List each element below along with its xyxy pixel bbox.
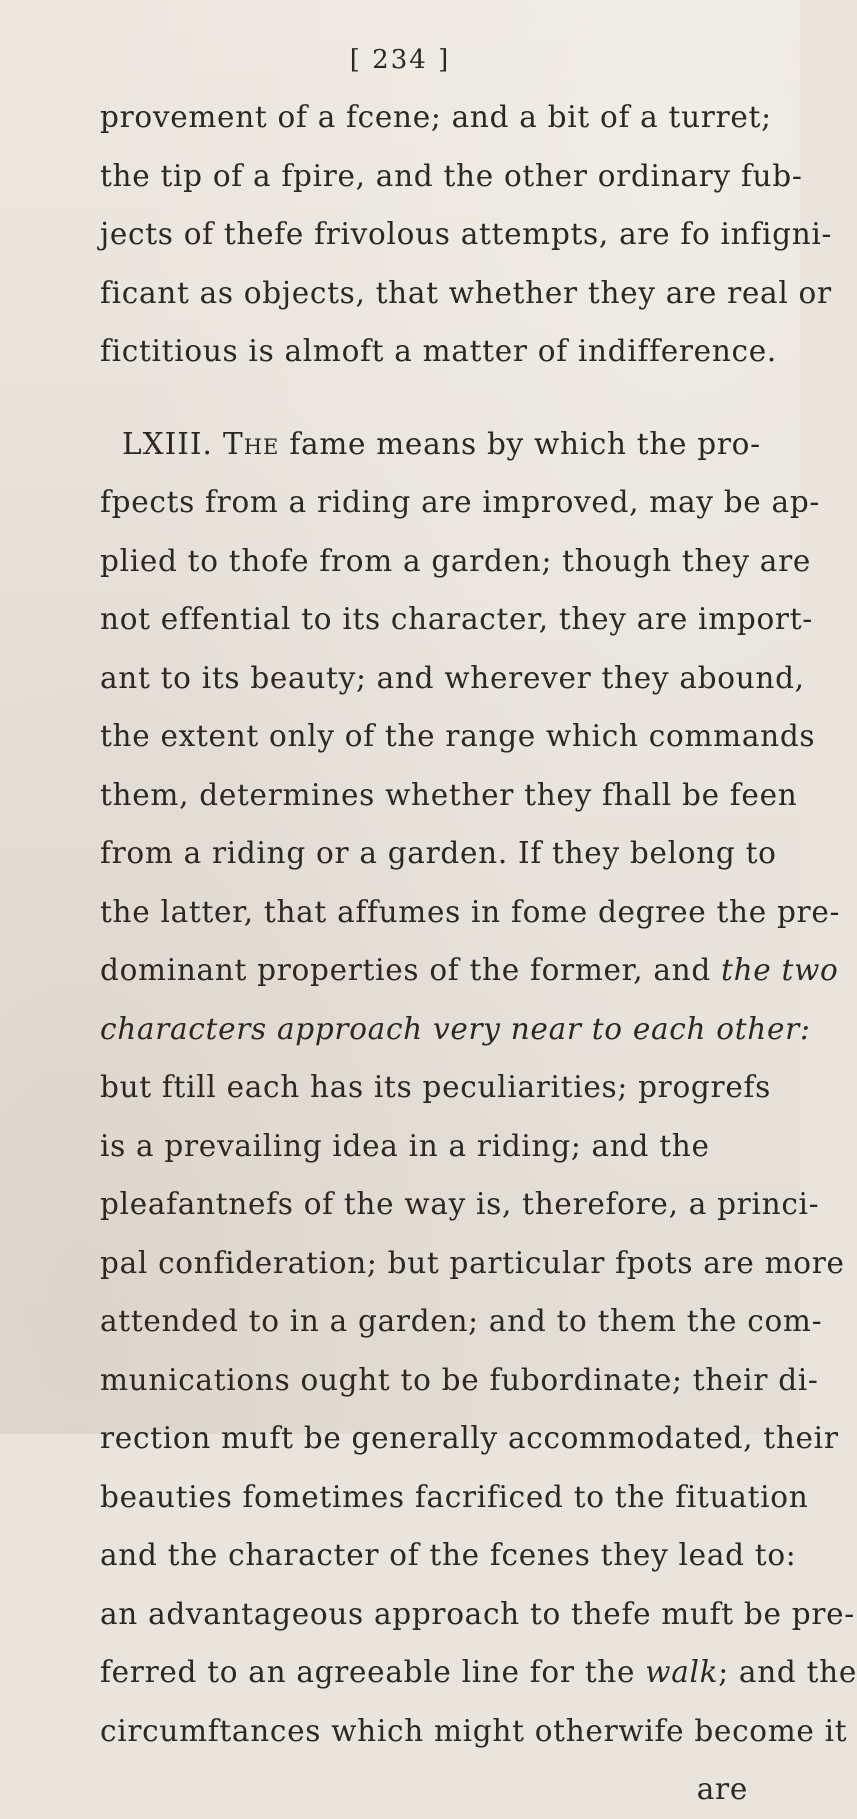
text-line: plied to thofe from a garden; though they are [100,543,812,578]
text-line: them, determines whether they fhall be feen [100,777,798,812]
text-fragment: ferred to an agreeable line for the [100,1655,636,1689]
text-fragment: ; and the [718,1655,857,1689]
text-line: munications ought to be fubordinate; their di- [100,1362,819,1397]
body-text [100,88,857,1819]
text-line: is a prevailing idea in a riding; and the [100,1128,710,1163]
italic-fragment: the two [721,953,839,987]
text-line: attended to in a garden; and to them the com- [100,1304,823,1338]
text-fragment: dominant properties of the former, and [100,953,711,987]
catchword: are [696,1772,748,1806]
text-line: ficant as objects, that whether they are real or [100,275,832,310]
text-line: pal confideration; but particular fpots are more [100,1245,845,1280]
text-line: circumftances which might otherwife become it [100,1713,848,1748]
text-line: the tip of a fpire, and the other ordinary fub- [100,158,803,193]
text-line: but ftill each has its peculiarities; progrefs [100,1070,771,1104]
text-line-with-italic [100,941,839,1000]
page-number-header: [ 234 ] [349,45,451,75]
section-opening-word: The [223,426,280,461]
section-number: LXIII. [122,426,213,461]
text-line: the extent only of the range which commands [100,719,816,753]
text-line: jects of thefe frivolous attempts, are fo infigni- [100,217,833,251]
italic-line: characters approach very near to each other: [100,1011,811,1046]
text-line: ant to its beauty; and wherever they abound, [100,660,805,695]
text-line-with-italic [100,1643,857,1702]
text-line: the latter, that affumes in fome degree the pre- [100,894,841,929]
italic-fragment: walk [645,1655,719,1689]
text-line: rection muft be generally accommodated, their [100,1421,839,1455]
text-line: fictitious is almoft a matter of indifference. [100,334,777,368]
text-line: beauties fometimes facrificed to the fituation [100,1479,809,1514]
text-line: pleafantnefs of the way is, therefore, a princi- [100,1187,820,1221]
section-first-line-text: fame means by which the pro- [289,426,761,461]
section-start-line [100,415,790,474]
text-line: an advantageous approach to thefe muft be pre- [100,1596,855,1631]
text-line: provement of a fcene; and a bit of a turret; [100,100,772,134]
text-line: fpects from a riding are improved, may be ap- [100,485,821,519]
text-line: from a riding or a garden. If they belong to [100,836,777,870]
text-line: and the character of the fcenes they lead to: [100,1538,797,1572]
text-line: not effential to its character, they are import- [100,602,813,636]
